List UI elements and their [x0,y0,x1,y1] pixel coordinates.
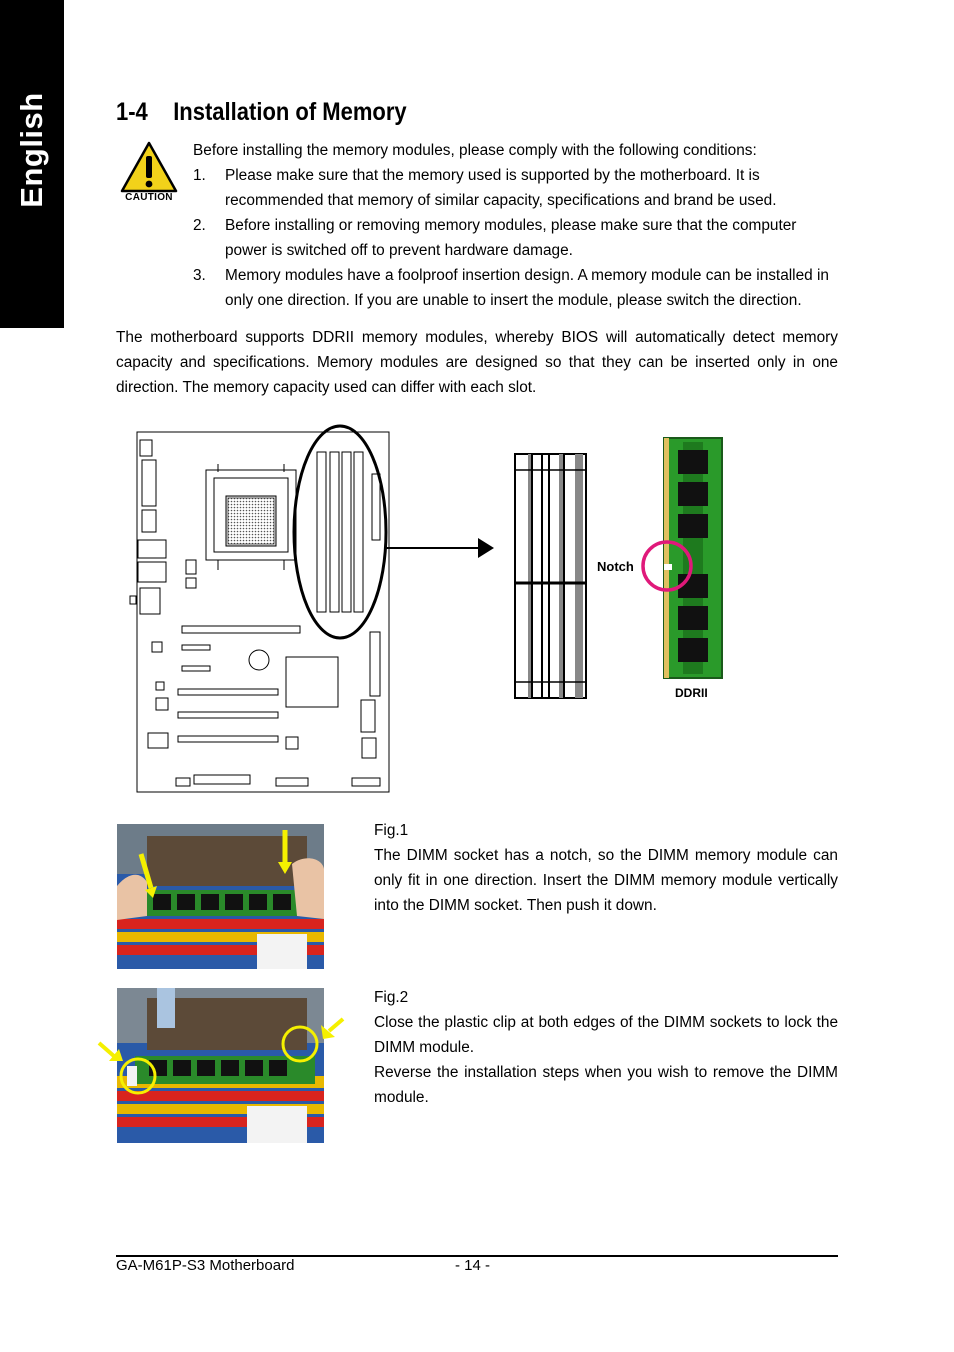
section-number: 1-4 [116,98,148,126]
intro-text: Before installing the memory modules, please comply with the following conditions: [193,142,757,159]
description-paragraph: The motherboard supports DDRII memory modules, whereby BIOS will automatically detect memory capacity and specifications. Memory modules are designed so that they can be inserted only in one direction. The memory capacity used can differ with each slot. [116,329,838,396]
fig2-caption [374,985,838,1110]
fig1-caption [374,818,838,918]
footer-model: GA-M61P-S3 Motherboard [116,1257,295,1274]
fig2-text: Close the plastic clip at both edges of the DIMM sockets to lock the DIMM module. [374,1014,838,1056]
conditions-list [193,163,841,313]
page-number: - 14 - [455,1257,491,1274]
motherboard-layout [130,432,389,792]
section-title: Installation of Memory [173,98,407,126]
fig1-photo [117,824,324,969]
section-heading [116,98,407,127]
language-label: English [14,92,49,208]
list-item: 1. Please make sure that the memory used is supported by the motherboard. It is recommended that memory of similar capacity, specifications and brand be used. [193,167,777,209]
caution-label: CAUTION [125,192,173,203]
condition-text: Please make sure that the memory used is supported by the motherboard. It is recommended that memory of similar capacity, specifications and brand be used. [225,167,777,209]
list-item: 3. Memory modules have a foolproof insertion design. A memory module can be installed in only one direction. If you are unable to insert the module, please switch the direction. [193,267,829,309]
dimm-slots-enlarged [515,454,586,698]
fig1-title: Fig.1 [374,822,409,839]
language-tab [0,0,64,328]
notch-label: Notch [597,559,634,574]
fig2-text: Reverse the installation steps when you wish to remove the DIMM module. [374,1064,838,1106]
module-label: DDRII [675,686,708,700]
fig2-title: Fig.2 [374,989,409,1006]
condition-text: Before installing or removing memory modules, please make sure that the computer power is switched off to prevent hardware damage. [225,217,797,259]
condition-text: Memory modules have a foolproof insertion design. A memory module can be installed in only one direction. If you are unable to insert the module, please switch the direction. [225,267,829,309]
ddr2-module-icon [664,438,722,678]
caution-icon [118,140,180,206]
memory-diagram [116,410,846,800]
fig2-arrows [95,1015,355,1075]
list-item: 2. Before installing or removing memory modules, please make sure that the computer power is switched off to prevent hardware damage. [193,217,797,259]
fig1-text: The DIMM socket has a notch, so the DIMM memory module can only fit in one direction. Insert the DIMM memory module vertically into the DIMM socket. Then push it down. [374,847,838,914]
arrow-icon [386,538,494,558]
